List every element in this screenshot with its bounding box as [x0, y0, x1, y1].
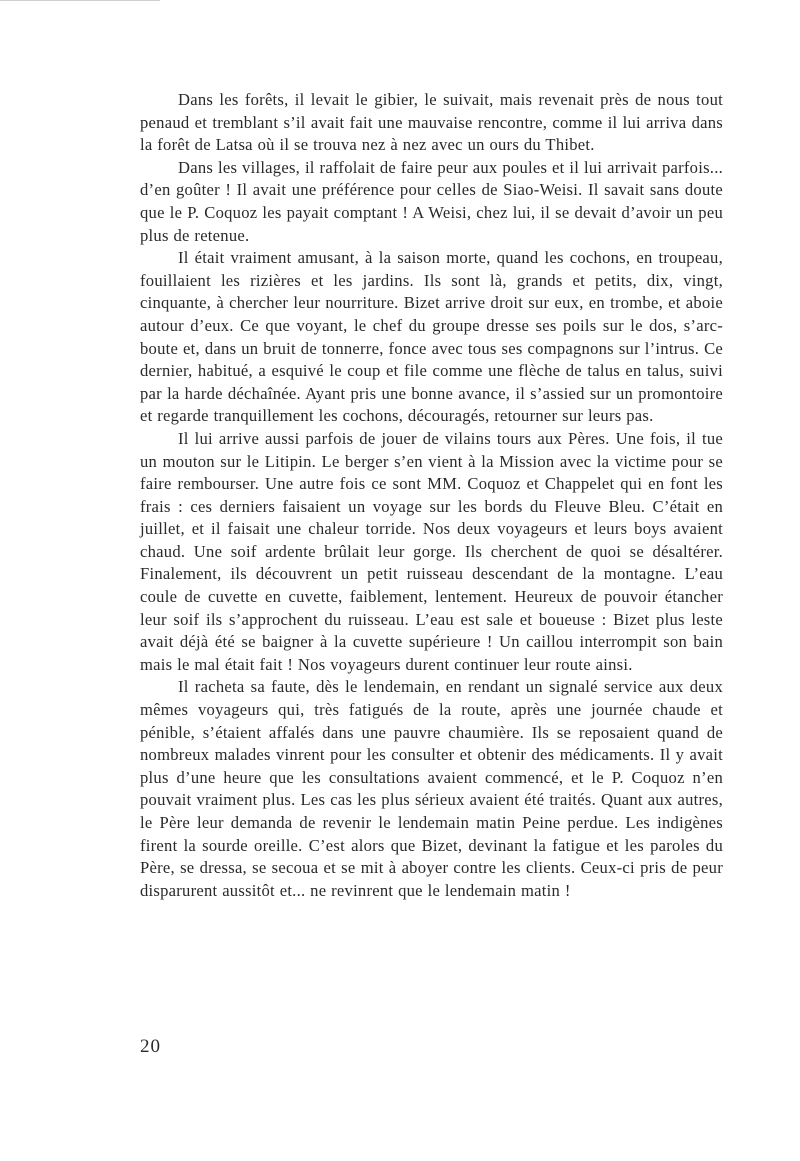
paragraph: Il était vraiment amusant, à la saison morte, quand les cochons, en troupeau, fouillaient les rizières et les jardins. Ils sont là, grands et petits, dix, vingt, cinquante, à chercher leur nourriture. Bizet arrive droit sur eux, en trombe, et aboie autour d’eux. Ce que voyant, le chef du groupe dresse ses poils sur le dos, s’arc-boute et, dans un bruit de tonnerre, fonce avec tous ses compagnons sur l’intrus. Ce dernier, habitué, a esquivé le coup et file comme une flèche de talus en talus, suivi par la harde déchaînée. Ayant pris une bonne avance, il s’assied sur un promontoire et regarde tranquillement les cochons, découragés, retourner sur leurs pas. [140, 248, 723, 426]
body-text [140, 89, 723, 902]
paragraph: Il lui arrive aussi parfois de jouer de vilains tours aux Pères. Une fois, il tue un mouton sur le Litipin. Le berger s’en vient à la Mission avec la victime pour se faire rembourser. Une autre fois ce sont MM. Coquoz et Chappelet qui en font les frais : ces derniers faisaient un voyage sur les bords du Fleuve Bleu. C’était en juillet, et il faisait une chaleur torride. Nos deux voyageurs et leurs boys avaient chaud. Une soif ardente brûlait leur gorge. Ils cherchent de quoi se désaltérer. Finalement, ils découvrent un petit ruisseau descendant de la montagne. L’eau coule de cuvette en cuvette, faiblement, lentement. Heureux de pouvoir étancher leur soif ils s’approchent du ruisseau. L’eau est sale et boueuse : Bizet plus leste avait déjà été se baigner à la cuvette supérieure ! Un caillou interrompit son bain mais le mal était fait ! Nos voyageurs durent continuer leur route ainsi. [140, 428, 723, 674]
page-number: 20 [140, 1036, 161, 1057]
page-edge-line [0, 0, 160, 9]
paragraph: Il racheta sa faute, dès le lendemain, en rendant un signalé service aux deux mêmes voyageurs qui, très fatigués de la route, après une journée chaude et pénible, s’étaient affalés dans une pauvre chaumière. Ils se reposaient quand de nombreux malades vinrent pour les consulter et obtenir des médicaments. Il y avait plus d’une heure que les consultations avaient commencé, et le P. Coquoz n’en pouvait vraiment plus. Les cas les plus sérieux avaient été traités. Quant aux autres, le Père leur demanda de revenir le lendemain matin Peine perdue. Les indigènes firent la sourde oreille. C’est alors que Bizet, devinant la fatigue et les paroles du Père, se dressa, se secoua et se mit à aboyer contre les clients. Ceux-ci pris de peur disparurent aussitôt et... ne revinrent que le lendemain matin ! [140, 677, 723, 900]
paragraph: Dans les forêts, il levait le gibier, le suivait, mais revenait près de nous tout penaud et tremblant s’il avait fait une mauvaise rencontre, comme il lui arriva dans la forêt de Latsa où il se trouva nez à nez avec un ours du Thibet. [140, 90, 723, 155]
paragraph: Dans les villages, il raffolait de faire peur aux poules et il lui arrivait parfois... d’en goûter ! Il avait une préférence pour celles de Siao-Weisi. Il savait sans doute que le P. Coquoz les payait comptant ! A Weisi, chez lui, il se devait d’avoir un peu plus de retenue. [140, 157, 723, 245]
